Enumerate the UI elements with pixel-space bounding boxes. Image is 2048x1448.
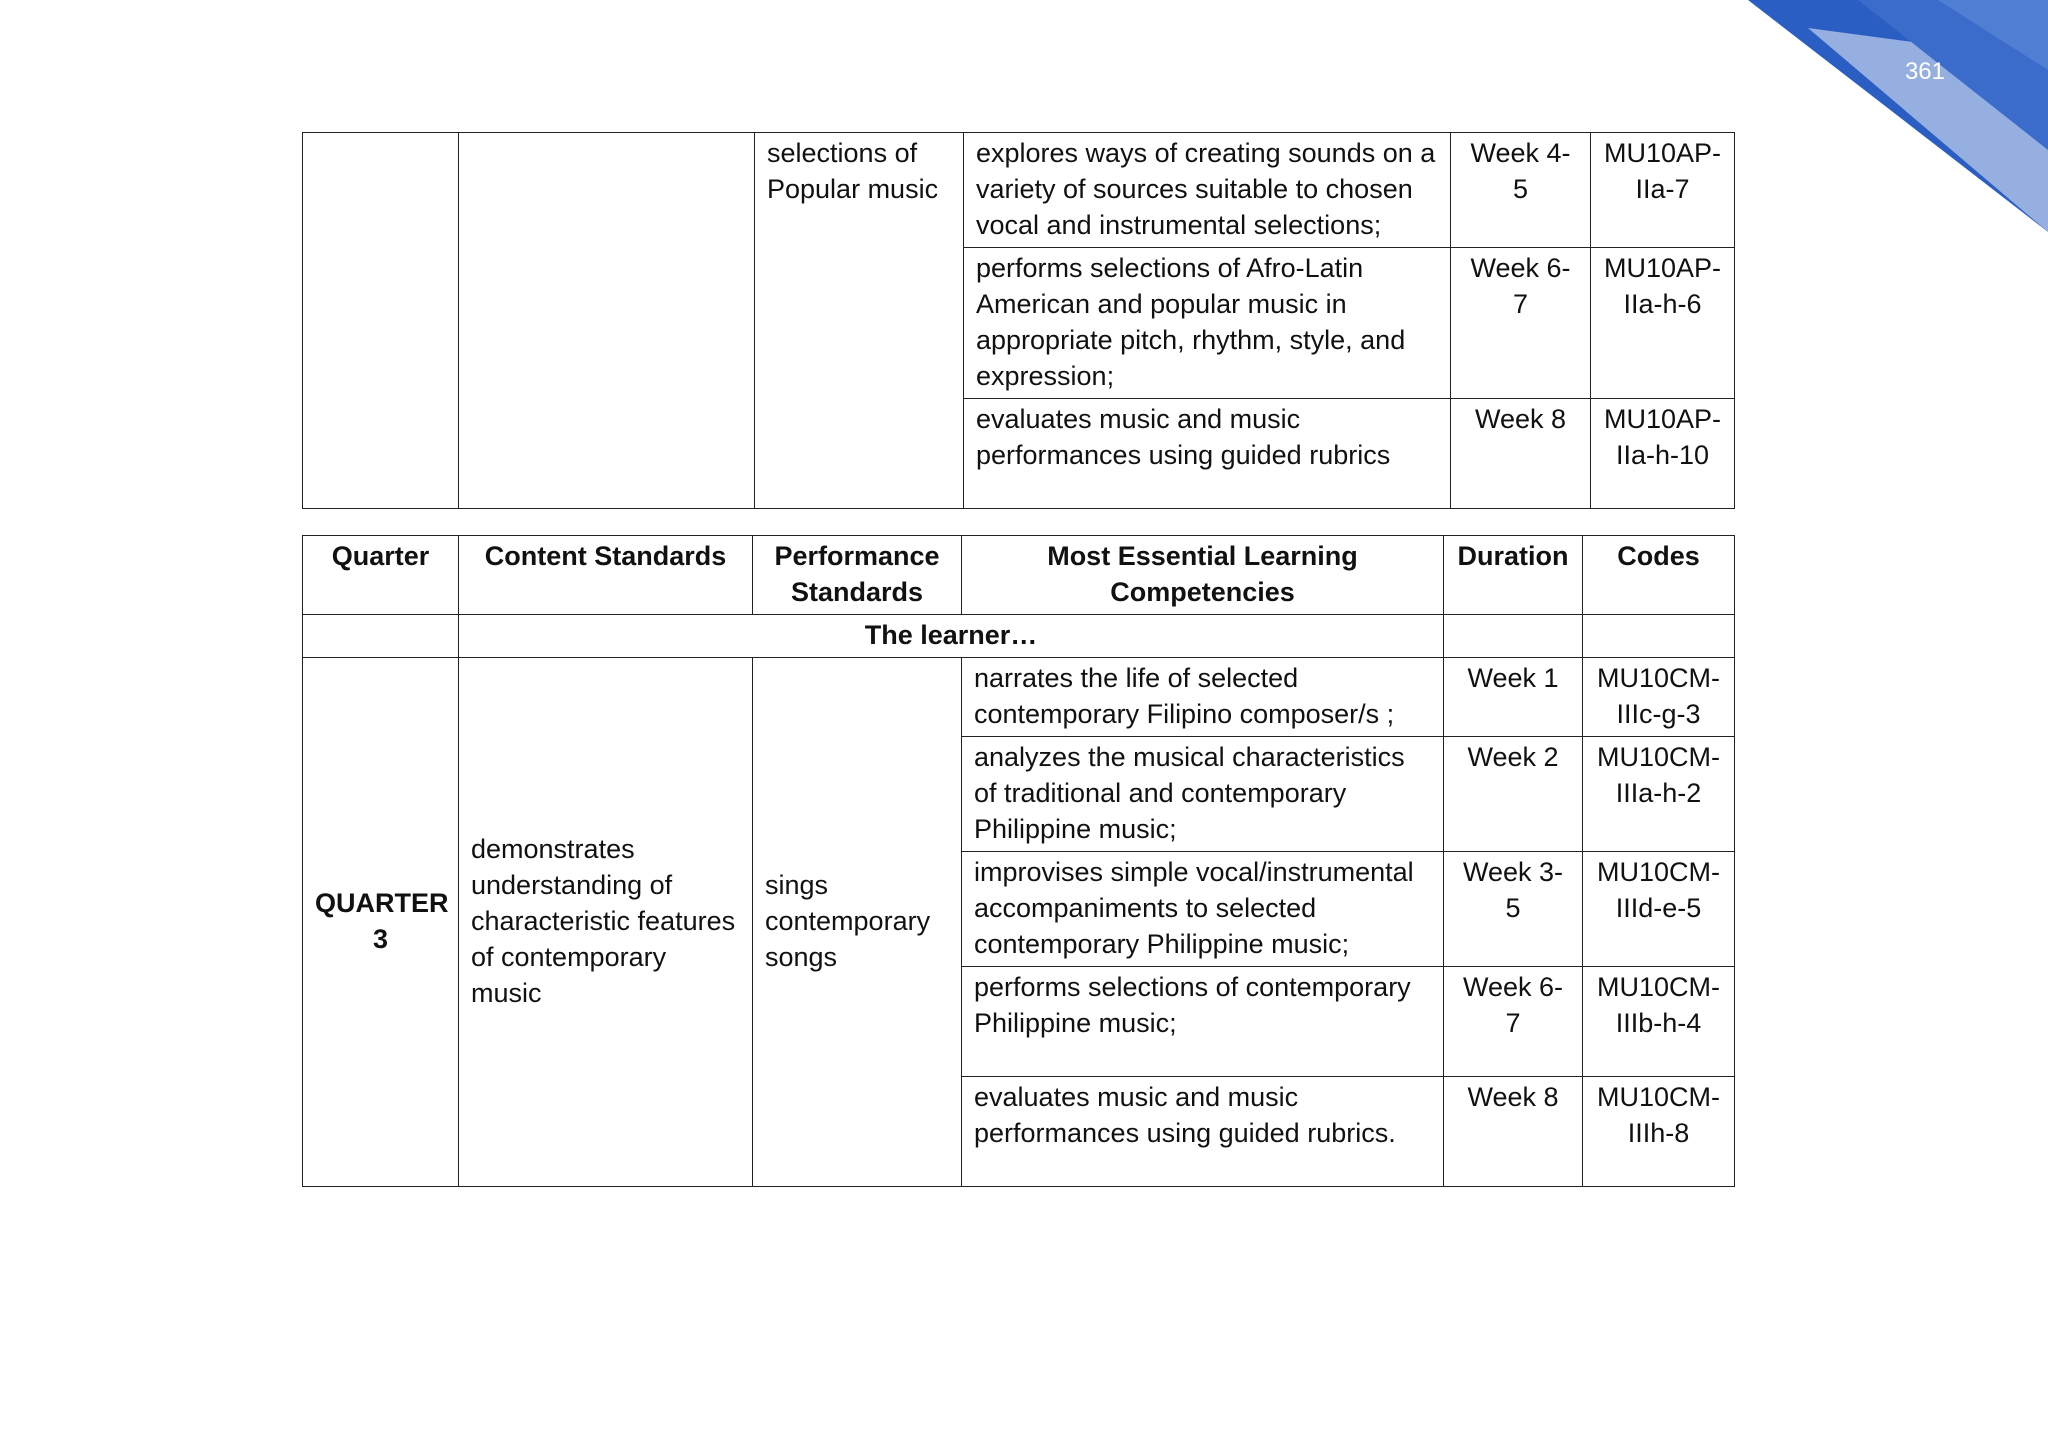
duration-cell: Week 3-5: [1444, 852, 1583, 967]
competency-cell: improvises simple vocal/instrumental accompaniments to selected contemporary Philippine music;: [962, 852, 1444, 967]
code-cell: MU10AP-IIa-7: [1591, 133, 1735, 248]
empty-cell: [1444, 615, 1583, 658]
code-cell: MU10AP-IIa-h-6: [1591, 248, 1735, 399]
header-performance-standards: Performance Standards: [753, 536, 962, 615]
content-standard-cell: demonstrates understanding of characteristic features of contemporary music: [459, 658, 753, 1187]
learner-label: The learner…: [459, 615, 1444, 658]
header-competencies: Most Essential Learning Competencies: [962, 536, 1444, 615]
table-row: [303, 658, 1735, 737]
competency-cell: narrates the life of selected contemporary Filipino composer/s ;: [962, 658, 1444, 737]
competency-cell: evaluates music and music performances using guided rubrics: [964, 399, 1451, 509]
competency-cell: evaluates music and music performances using guided rubrics.: [962, 1077, 1444, 1187]
duration-cell: Week 6-7: [1444, 967, 1583, 1077]
header-duration: Duration: [1444, 536, 1583, 615]
code-cell: MU10CM-IIIa-h-2: [1583, 737, 1735, 852]
competency-cell: performs selections of Afro-Latin American and popular music in appropriate pitch, rhythm, style, and expression;: [964, 248, 1451, 399]
table-row: [303, 133, 1735, 248]
learner-row: [303, 615, 1735, 658]
duration-cell: Week 2: [1444, 737, 1583, 852]
code-cell: MU10CM-IIId-e-5: [1583, 852, 1735, 967]
header-content-standards: Content Standards: [459, 536, 753, 615]
code-cell: MU10CM-IIIh-8: [1583, 1077, 1735, 1187]
duration-cell: Week 6-7: [1451, 248, 1591, 399]
code-cell: MU10CM-IIIc-g-3: [1583, 658, 1735, 737]
code-cell: MU10AP-IIa-h-10: [1591, 399, 1735, 509]
header-codes: Codes: [1583, 536, 1735, 615]
curriculum-table-quarter-3: [302, 535, 1735, 1187]
performance-standard-cell: sings contemporary songs: [753, 658, 962, 1187]
curriculum-table-continued: [302, 132, 1735, 509]
code-cell: MU10CM-IIIb-h-4: [1583, 967, 1735, 1077]
empty-cell: [1583, 615, 1735, 658]
quarter-label: QUARTER 3: [303, 658, 459, 1187]
performance-standard-cell: selections of Popular music: [755, 133, 964, 509]
page-corner-decoration: [1748, 0, 2048, 240]
competency-cell: performs selections of contemporary Philippine music;: [962, 967, 1444, 1077]
page-number: 361: [1904, 58, 1945, 85]
empty-cell: [303, 615, 459, 658]
duration-cell: Week 1: [1444, 658, 1583, 737]
duration-cell: Week 4-5: [1451, 133, 1591, 248]
duration-cell: Week 8: [1451, 399, 1591, 509]
content-standard-cell: [459, 133, 755, 509]
competency-cell: explores ways of creating sounds on a variety of sources suitable to chosen vocal and instrumental selections;: [964, 133, 1451, 248]
duration-cell: Week 8: [1444, 1077, 1583, 1187]
competency-cell: analyzes the musical characteristics of traditional and contemporary Philippine music;: [962, 737, 1444, 852]
quarter-cell: [303, 133, 459, 509]
header-quarter: Quarter: [303, 536, 459, 615]
table-header-row: [303, 536, 1735, 615]
